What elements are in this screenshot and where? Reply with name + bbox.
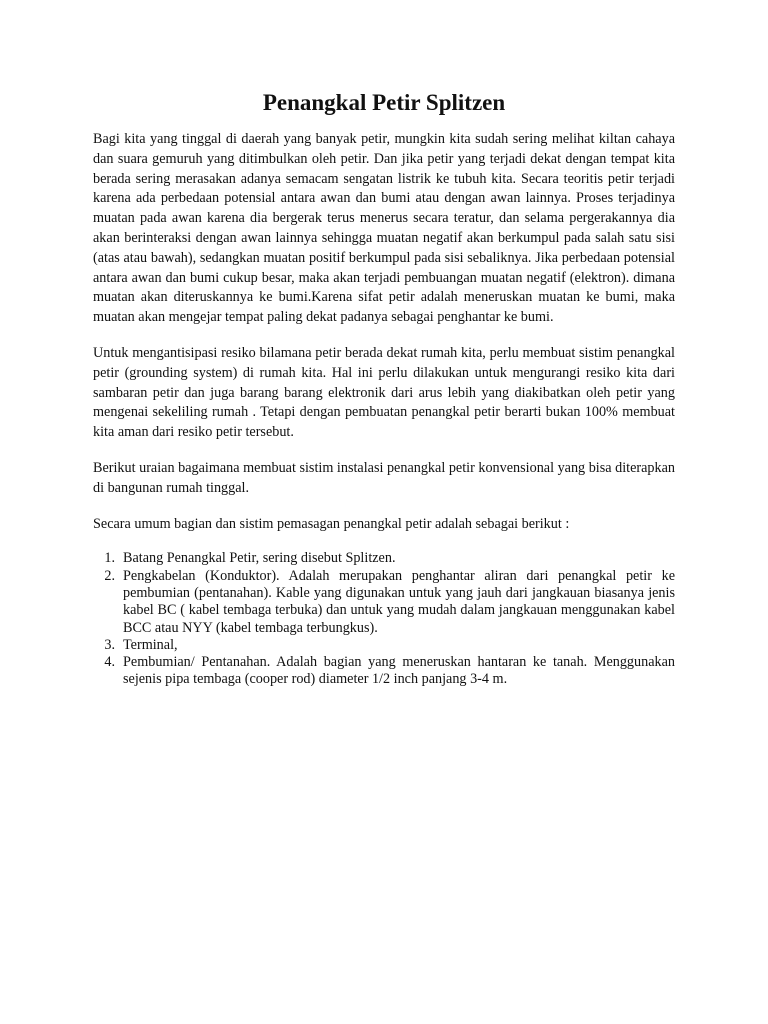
list-item-number: 1. <box>104 550 115 567</box>
list-item <box>93 568 675 637</box>
list-item-number: 4. <box>104 654 115 671</box>
paragraph-anticipation: Untuk mengantisipasi resiko bilamana petir berada dekat rumah kita, perlu membuat sistim penangkal petir (grounding system) di rumah kita. Hal ini perlu dilakukan untuk mengurangi resiko kita dari sambaran petir dan juga barang barang elektronik dari arus lebih yang diakibatkan oleh petir yang mengenai sekeliling rumah . Tetapi dengan pembuatan penangkal petir berarti bukan 100% membuat kita aman dari resiko petir tersebut. <box>93 344 675 441</box>
document-title: Penangkal Petir Splitzen <box>262 90 506 115</box>
list-item <box>93 550 675 567</box>
list-item-text: Batang Penangkal Petir, sering disebut Splitzen. <box>123 550 396 567</box>
list-item <box>93 637 675 654</box>
list-item-number: 2. <box>104 567 115 584</box>
paragraph-list-intro: Secara umum bagian dan sistim pemasagan penangkal petir adalah sebagai berikut : <box>93 515 570 532</box>
list-item-text: Pembumian/ Pentanahan. Adalah bagian yang meneruskan hantaran ke tanah. Menggunakan sejenis pipa tembaga (cooper rod) diameter 1/2 inch panjang 3-4 m. <box>123 654 675 688</box>
list-item-text: Pengkabelan (Konduktor). Adalah merupakan penghantar aliran dari penangkal petir ke pembumian (pentanahan). Kable yang digunakan untuk yang jauh dari jangkauan biasanya jenis kabel BC ( kabel tembaga terbuka) dan untuk yang mudah dalam jangkauan menggunakan kabel BCC atau NYY (kabel tembaga terbungkus). <box>123 567 675 636</box>
paragraph-intro: Bagi kita yang tinggal di daerah yang banyak petir, mungkin kita sudah sering melihat kiltan cahaya dan suara gemuruh yang ditimbulkan oleh petir. Dan jika petir yang terjadi dekat dengan tempat kita berada sering merasakan adanya semacam sengatan listrik ke tubuh kita. Secara teoritis petir terjadi karena ada perbedaan potensial antara awan dan bumi atau dengan awan lainnya. Proses terjadinya muatan pada awan karena dia bergerak terus menerus secara teratur, dan selama pergerakannya dia akan berinteraksi dengan awan lainnya sehingga muatan negatif akan berkumpul pada salah satu sisi (atas atau bawah), sedangkan muatan positif berkumpul pada sisi sebaliknya. Jika perbedaan potensial antara awan dan bumi cukup besar, maka akan terjadi pembuangan muatan negatif (elektron). dimana muatan akan diteruskannya ke bumi.Karena sifat petir adalah meneruskan muatan ke bumi, maka muatan akan mengejar tempat paling dekat padanya sebagai penghantar ke bumi. <box>93 131 675 326</box>
parts-list <box>93 550 675 688</box>
list-item <box>93 654 675 689</box>
list-item-text: Terminal, <box>123 636 178 653</box>
list-item-number: 3. <box>104 636 115 653</box>
document-page <box>93 88 675 689</box>
paragraph-description: Berikut uraian bagaimana membuat sistim instalasi penangkal petir konvensional yang bisa diterapkan di bangunan rumah tinggal. <box>93 459 675 496</box>
